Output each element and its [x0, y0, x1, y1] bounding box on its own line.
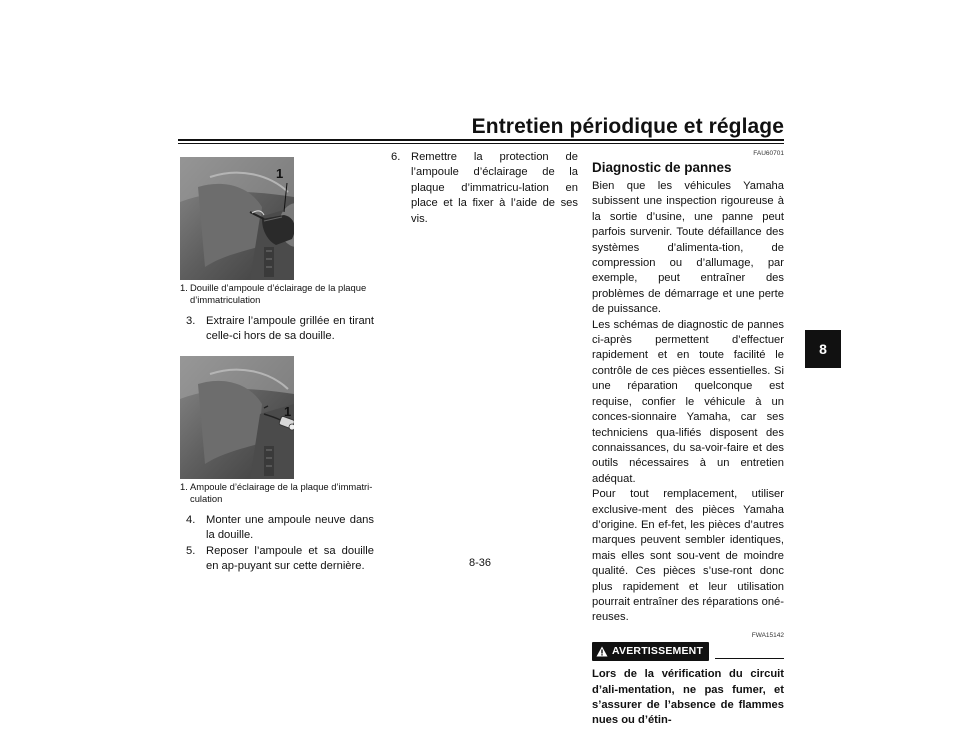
- figure-caption: [180, 481, 374, 505]
- page-title: Entretien périodique et réglage: [471, 115, 784, 138]
- step-5: [180, 544, 374, 575]
- step-4: [180, 513, 374, 544]
- step-text: Remettre la protection de l’ampoule d’éclairage de la plaque d’immatricu-lation en place et la fixer à l’aide de ses vis.: [411, 151, 578, 225]
- column-middle: [385, 150, 578, 227]
- bulb-illustration: [180, 356, 294, 479]
- step-text: Extraire l’ampoule grillée en tirant celle-ci hors de sa douille.: [206, 315, 374, 343]
- section-code: FAU60701: [753, 150, 784, 157]
- step-number: 5.: [186, 544, 196, 557]
- figure-bulb: [180, 356, 294, 479]
- step-6: [385, 150, 578, 227]
- warning-rule: [715, 658, 784, 659]
- figure-caption: [180, 282, 374, 306]
- paragraph: Bien que les véhicules Yamaha subissent une inspection rigoureuse à la sortie d’usine, une panne peut parfois survenir. Toute défaillance des systèmes d’alimenta-tion, de compression ou d’allumage, par exemple, peut entraîner des problèmes de démarrage et une perte de puissance.: [592, 180, 784, 316]
- step-number: 6.: [391, 151, 401, 163]
- warning-header: [592, 642, 784, 661]
- step-number: 3.: [186, 315, 196, 327]
- caption-number: 1.: [180, 282, 188, 293]
- step-3: [180, 314, 374, 345]
- caption-number: 1.: [180, 480, 188, 492]
- callout-number: 1: [284, 403, 292, 419]
- page-number: 8-36: [469, 557, 492, 569]
- callout-number: 1: [276, 166, 284, 181]
- step-number: 4.: [186, 513, 196, 526]
- warning-triangle-icon: [596, 646, 608, 657]
- caption-text: Ampoule d’éclairage de la plaque d’immatri-culation: [190, 480, 373, 504]
- section-heading: Diagnostic de pannes: [592, 160, 732, 175]
- paragraph: Pour tout remplacement, utiliser exclusive-ment des pièces Yamaha d’origine. En ef-fet, les pièces d’autres marques peuvent sembler identiques, mais elles sont sou-vent de moindre qualité. Ces pièces s’use-ront donc plus rapidement et leur utilisation pourrait entraîner des réparations oné-reuses.: [592, 488, 784, 624]
- title-rule: [178, 139, 784, 141]
- warning-code: FWA15142: [751, 631, 784, 639]
- warning-badge: [592, 642, 709, 661]
- figure-bulb-socket: [180, 157, 294, 280]
- step-text: Monter une ampoule neuve dans la douille.: [206, 513, 374, 542]
- chapter-tab: 8: [805, 330, 841, 368]
- title-rule-thin: [178, 143, 784, 144]
- step-text: Reposer l’ampoule et sa douille en ap-puyant sur cette dernière.: [206, 544, 374, 573]
- caption-text: Douille d’ampoule d’éclairage de la plaque d’immatriculation: [190, 282, 367, 305]
- warning-text: Lors de la vérification du circuit d’ali-mentation, ne pas fumer, et s’assurer de l’absence de flammes nues ou d’étin-: [592, 668, 784, 727]
- paragraph: Les schémas de diagnostic de pannes ci-après permettent d’effectuer rapidement et en toute facilité le contrôle de ces pièces essentielles. Si une réparation quelconque est requise, confier le véhicule à un conces-sionnaire Yamaha, car ses techniciens qua-lifiés disposent des connaissances, du sa-voir-faire et des outils nécessaires à un entretien adéquat.: [592, 318, 784, 485]
- column-left: [180, 157, 374, 574]
- column-right: [592, 150, 784, 729]
- warning-label: AVERTISSEMENT: [612, 644, 704, 657]
